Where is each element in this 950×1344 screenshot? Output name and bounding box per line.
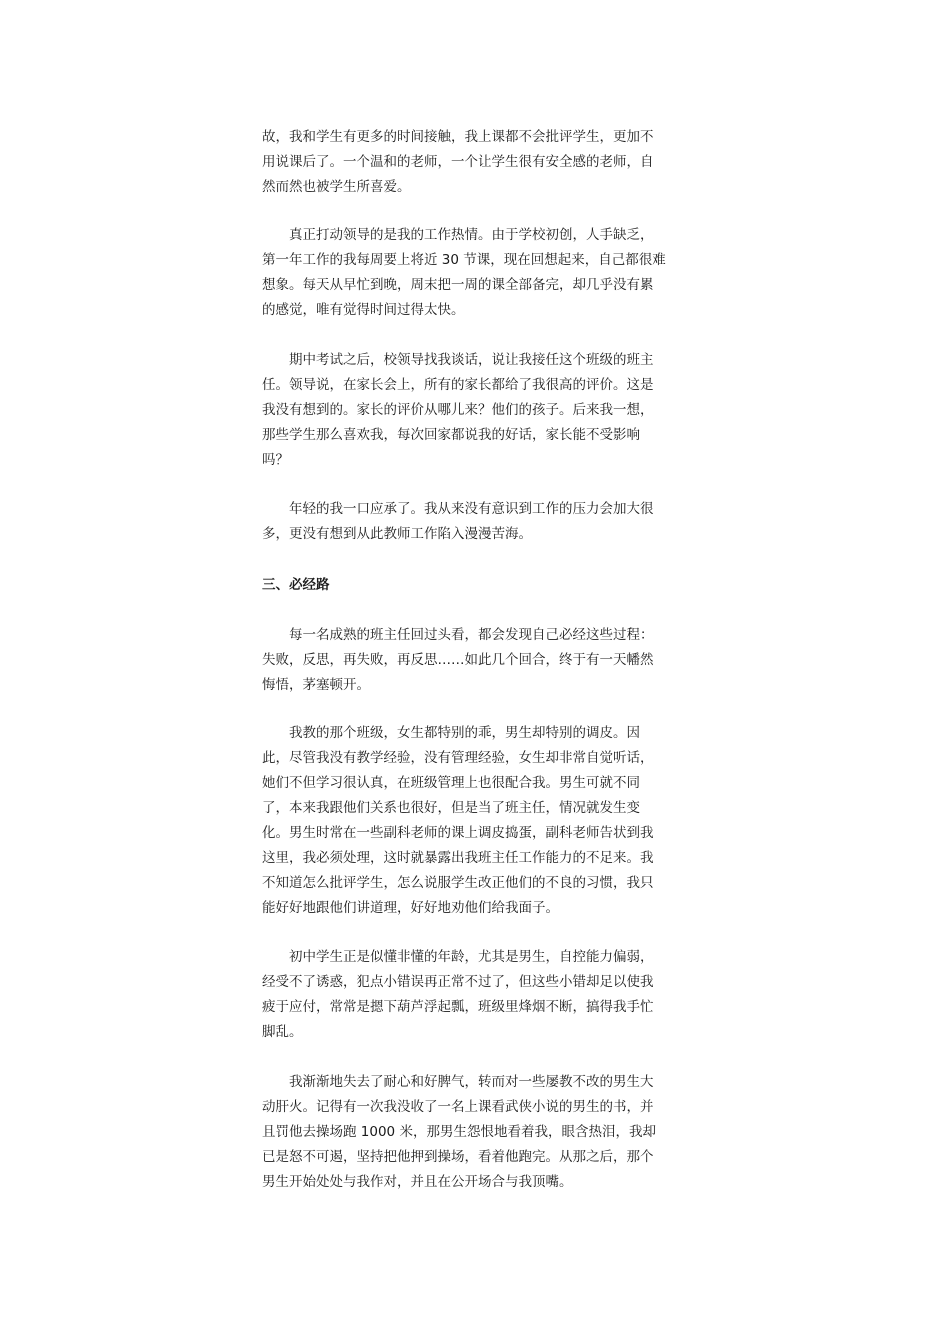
- paragraph-4: [262, 497, 654, 547]
- text-line: 年轻的我一口应承了。我从来没有意识到工作的压力会加大很: [262, 501, 654, 517]
- text-line: 真正打动领导的是我的工作热情。由于学校初创，人手缺乏，: [262, 227, 654, 243]
- text-line: 我渐渐地失去了耐心和好脾气，转而对一些屡教不改的男生大: [262, 1074, 654, 1090]
- paragraph-8: [262, 1070, 656, 1195]
- text-line: 经受不了诱惑，犯点小错误再正常不过了，但这些小错却足以使我: [262, 974, 654, 990]
- text-line: 这里，我必须处理，这时就暴露出我班主任工作能力的不足来。我: [262, 850, 654, 866]
- text-line: 期中考试之后，校领导找我谈话，说让我接任这个班级的班主: [262, 352, 654, 368]
- text-line: 悔悟，茅塞顿开。: [262, 677, 370, 693]
- text-line: 初中学生正是似懂非懂的年龄，尤其是男生，自控能力偏弱，: [262, 949, 654, 965]
- paragraph-7: [262, 945, 654, 1045]
- paragraph-6: [262, 721, 654, 921]
- text-line: 能好好地跟他们讲道理，好好地劝他们给我面子。: [262, 900, 559, 916]
- text-line: 的感觉，唯有觉得时间过得太快。: [262, 302, 465, 318]
- text-line: 想象。每天从早忙到晚，周末把一周的课全部备完，却几乎没有累: [262, 277, 654, 293]
- text-line: 脚乱。: [262, 1024, 303, 1040]
- section-heading: 三、必经路: [262, 577, 330, 593]
- text-line: 任。领导说，在家长会上，所有的家长都给了我很高的评价。这是: [262, 377, 654, 393]
- paragraph-2: [262, 223, 666, 323]
- text-line: 用说课后了。一个温和的老师，一个让学生很有安全感的老师，自: [262, 154, 654, 170]
- text-line: 男生开始处处与我作对，并且在公开场合与我顶嘴。: [262, 1174, 573, 1190]
- paragraph-3: [262, 348, 654, 473]
- text-line: 她们不但学习很认真，在班级管理上也很配合我。男生可就不同: [262, 775, 640, 791]
- text-line: 了，本来我跟他们关系也很好，但是当了班主任，情况就发生变: [262, 800, 640, 816]
- text-line: 吗？: [262, 452, 289, 468]
- text-line: 动肝火。记得有一次我没收了一名上课看武侠小说的男生的书，并: [262, 1099, 654, 1115]
- text-line: 失败，反思，再失败，再反思……如此几个回合，终于有一天幡然: [262, 652, 654, 668]
- text-line: 且罚他去操场跑 1000 米，那男生怨恨地看着我，眼含热泪，我却: [262, 1124, 656, 1140]
- text-line: 此，尽管我没有教学经验，没有管理经验，女生却非常自觉听话，: [262, 750, 654, 766]
- text-line: 那些学生那么喜欢我，每次回家都说我的好话，家长能不受影响: [262, 427, 640, 443]
- text-line: 疲于应付，常常是摁下葫芦浮起瓢，班级里烽烟不断，搞得我手忙: [262, 999, 654, 1015]
- text-line: 我没有想到的。家长的评价从哪儿来？他们的孩子。后来我一想，: [262, 402, 654, 418]
- text-line: 故，我和学生有更多的时间接触，我上课都不会批评学生，更加不: [262, 129, 654, 145]
- text-line: 不知道怎么批评学生，怎么说服学生改正他们的不良的习惯，我只: [262, 875, 654, 891]
- text-line: 已是怒不可遏，坚持把他押到操场，看着他跑完。从那之后，那个: [262, 1149, 654, 1165]
- text-line: 然而然也被学生所喜爱。: [262, 179, 411, 195]
- paragraph-5: [262, 623, 654, 698]
- text-line: 每一名成熟的班主任回过头看，都会发现自己必经这些过程：: [262, 627, 654, 643]
- paragraph-1: [262, 125, 654, 200]
- text-line: 多，更没有想到从此教师工作陷入漫漫苦海。: [262, 526, 532, 542]
- text-line: 第一年工作的我每周要上将近 30 节课，现在回想起来，自己都很难: [262, 252, 666, 268]
- text-line: 化。男生时常在一些副科老师的课上调皮捣蛋，副科老师告状到我: [262, 825, 654, 841]
- text-line: 我教的那个班级，女生都特别的乖，男生却特别的调皮。因: [262, 725, 640, 741]
